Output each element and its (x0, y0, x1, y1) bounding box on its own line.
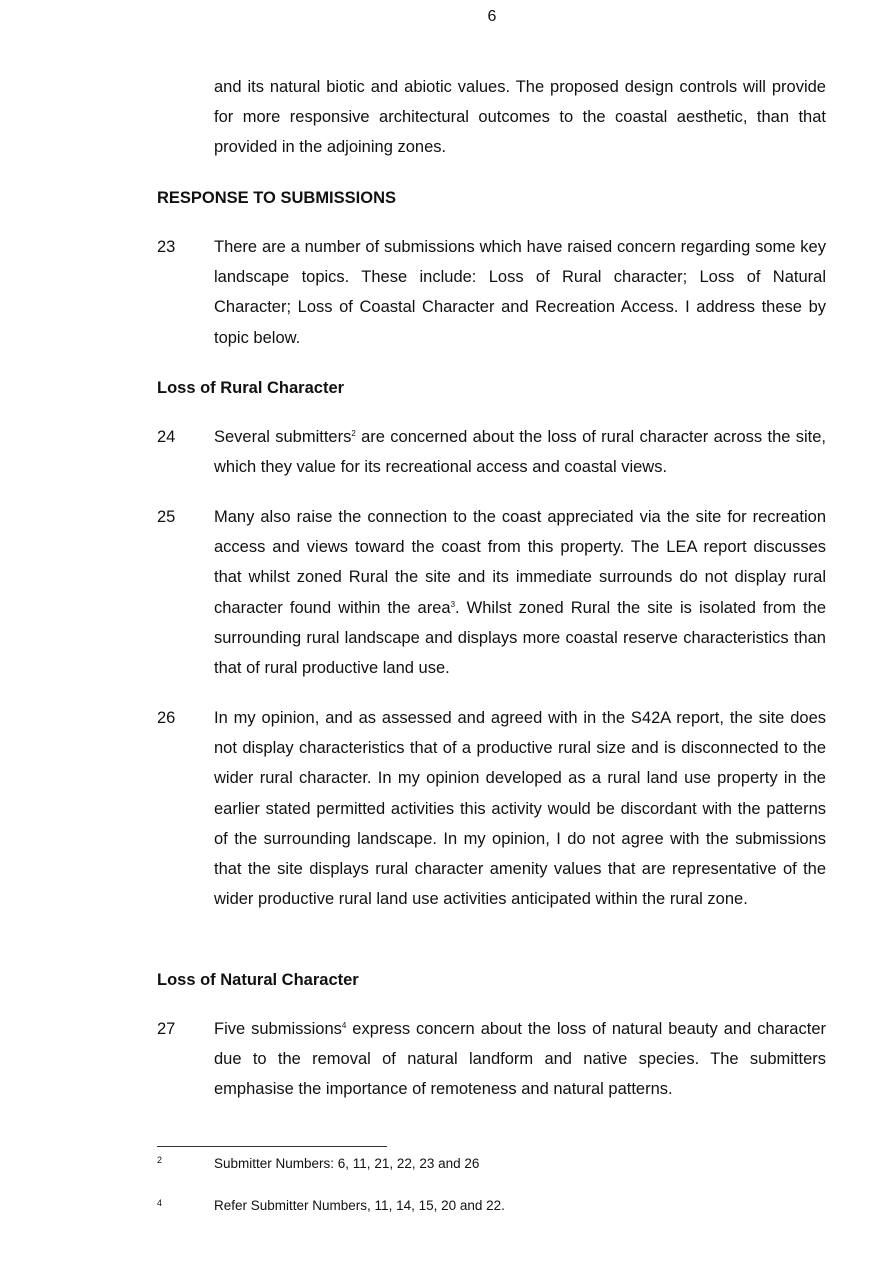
footnote-number: 4 (157, 1198, 163, 1208)
footnote-number: 2 (157, 1155, 163, 1165)
footnote-reference: 3 (450, 599, 456, 609)
footnote-reference: 4 (341, 1021, 347, 1030)
footnote-text: Submitter Numbers: 6, 11, 21, 22, 23 and 26 (214, 1156, 480, 1171)
paragraph-number: 27 (157, 1020, 176, 1038)
paragraph-24 (214, 422, 826, 482)
intro-paragraph: and its natural biotic and abiotic values. The proposed design controls will provide for more responsive architectural outcomes to the coastal aesthetic, than that provided in the adjoining zones. (214, 78, 826, 157)
footnote-divider (157, 1146, 387, 1147)
paragraph-number: 26 (157, 709, 176, 727)
paragraph-number: 25 (157, 508, 176, 526)
footnote-reference: 2 (351, 429, 356, 438)
page-number: 6 (487, 8, 497, 25)
paragraph-number: 24 (157, 428, 176, 446)
paragraph-text: are concerned about the loss of rural character across the site, which they value for its recreational access and coastal views. (214, 428, 826, 477)
paragraph-text: Many also raise the connection to the coast appreciated via the site for recreation access and views toward the coast from this property. The LEA report discusses that whilst zoned Rural the site and its immediate surrounds do not display rural character found within the area (214, 508, 826, 617)
paragraph-text: Several submitters (214, 428, 352, 446)
section-heading-response: RESPONSE TO SUBMISSIONS (157, 189, 396, 207)
paragraph-text: . Whilst zoned Rural the site is isolated from the surrounding rural landscape and displays more coastal reserve characteristics than that of rural productive land use. (214, 598, 826, 678)
paragraph-text: express concern about the loss of natural beauty and character due to the removal of natural landform and native species. The submitters emphasise the importance of remoteness and natural patterns. (214, 1020, 826, 1099)
paragraph-text: Five submissions (214, 1020, 342, 1038)
paragraph-number: 23 (157, 238, 176, 256)
footnote-text: Refer Submitter Numbers, 11, 14, 15, 20 and 22. (214, 1198, 505, 1213)
section-heading-rural: Loss of Rural Character (157, 379, 345, 397)
paragraph-27 (214, 1014, 826, 1105)
section-heading-natural: Loss of Natural Character (157, 971, 359, 989)
paragraph-25 (214, 502, 826, 683)
paragraph-26: In my opinion, and as assessed and agreed with in the S42A report, the site does not display characteristics that of a productive rural size and is disconnected to the wider rural character. In my opinion developed as a rural land use property in the earlier stated permitted activities this activity would be discordant with the patterns of the surrounding landscape. In my opinion, I do not agree with the submissions that the site displays rural character amenity values that are representative of the wider productive rural land use activities anticipated within the rural zone. (214, 709, 826, 909)
paragraph-23: There are a number of submissions which have raised concern regarding some key landscape topics. These include: Loss of Rural character; Loss of Natural Character; Loss of Coastal Character and Recreation Access. I address these by topic below. (214, 238, 826, 347)
